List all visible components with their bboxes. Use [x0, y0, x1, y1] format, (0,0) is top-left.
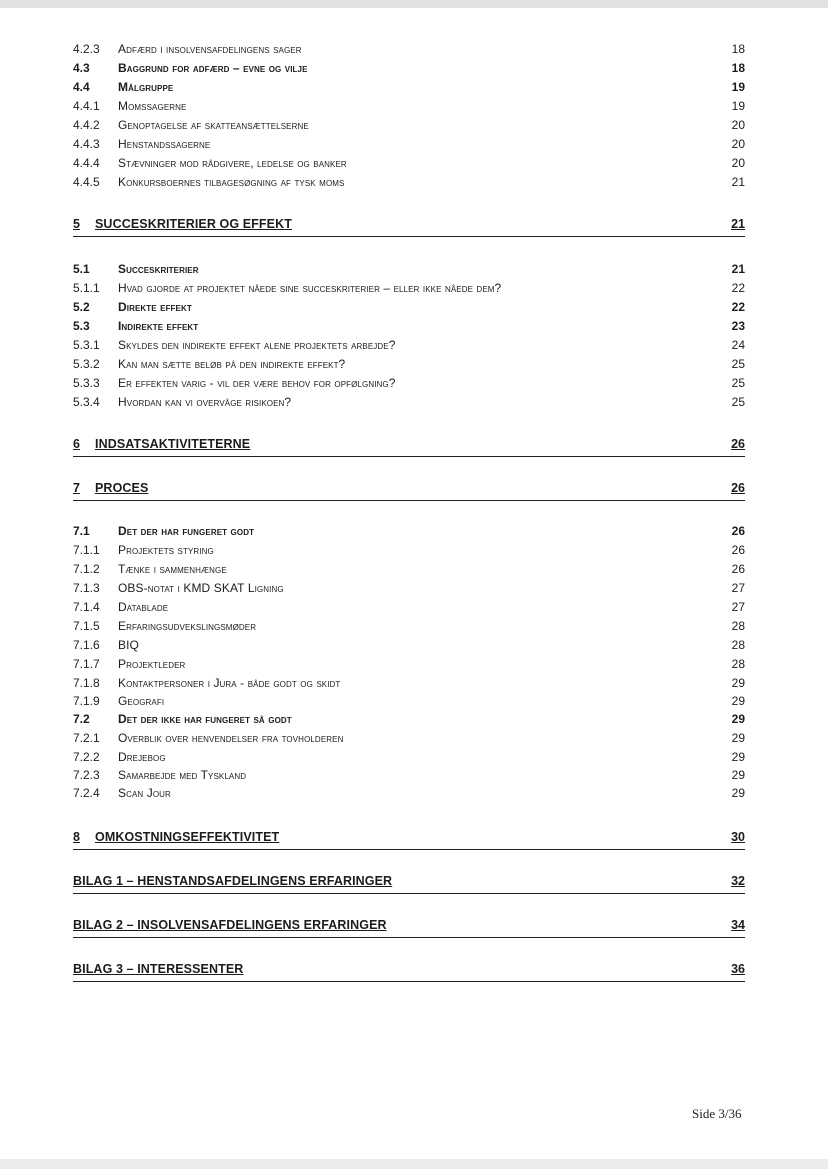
toc-number: 7.1 [73, 524, 90, 538]
toc-number: 7.1.1 [73, 543, 100, 557]
toc-entry-4-3[interactable] [73, 59, 745, 78]
toc-title: Er effekten varig - vil der være behov for opfølgning? [118, 376, 396, 390]
toc-entry-7-2-3[interactable] [73, 766, 745, 785]
toc-number: 7.1.7 [73, 657, 100, 671]
toc-page: 26 [731, 562, 745, 576]
toc-entry-4-4-3[interactable] [73, 135, 745, 154]
toc-entry-7-2-4[interactable] [73, 784, 745, 803]
toc-page: 29 [731, 768, 745, 782]
toc-page: 29 [731, 712, 745, 726]
toc-title: Direkte effekt [118, 300, 192, 314]
toc-page: 29 [731, 676, 745, 690]
toc-title: INDSATSAKTIVITETERNE [95, 437, 251, 451]
toc-entry-4-4-2[interactable] [73, 116, 745, 135]
toc-entry-5-3-2[interactable] [73, 355, 745, 374]
toc-page: 24 [731, 338, 745, 352]
toc-number: 4.4.3 [73, 137, 100, 151]
toc-title: SUCCESKRITERIER OG EFFEKT [95, 217, 292, 231]
toc-title: Projektets styring [118, 543, 214, 557]
toc-number: 6 [73, 437, 80, 451]
toc-title: Overblik over henvendelser fra tovholderen [118, 731, 344, 745]
toc-entry-7-1-9[interactable] [73, 692, 745, 711]
toc-number: 7 [73, 481, 80, 495]
toc-page: 26 [731, 437, 745, 451]
toc-page: 20 [731, 156, 745, 170]
toc-title: Stævninger mod rådgivere, ledelse og banker [118, 156, 347, 170]
page-number: Side 3/36 [692, 1106, 742, 1121]
toc-title: PROCES [95, 481, 149, 495]
toc-title: Baggrund for adfærd – evne og vilje [118, 61, 308, 75]
toc-page: 23 [731, 319, 745, 333]
toc-bilag-3[interactable] [73, 959, 745, 982]
toc-title: Konkursboernes tilbagesøgning af tysk moms [118, 175, 345, 189]
toc-entry-5-3-4[interactable] [73, 393, 745, 412]
toc-title: Det der har fungeret godt [118, 524, 255, 538]
toc-page: 29 [731, 731, 745, 745]
toc-title: Drejebog [118, 750, 166, 764]
toc-number: 4.3 [73, 61, 90, 75]
toc-page: 27 [731, 581, 745, 595]
toc-title: Adfærd i insolvensafdelingens sager [118, 42, 302, 56]
toc-title: Indirekte effekt [118, 319, 199, 333]
toc-page: 25 [731, 357, 745, 371]
toc-number: 7.1.3 [73, 581, 100, 595]
toc-entry-7-2-2[interactable] [73, 748, 745, 767]
toc-title: Henstandssagerne [118, 137, 211, 151]
toc-number: 7.2.2 [73, 750, 100, 764]
toc-number: 4.4 [73, 80, 90, 94]
toc-title: Hvad gjorde at projektet nåede sine succeskriterier – eller ikke nåede dem? [118, 281, 502, 295]
toc-number: 7.1.9 [73, 694, 100, 708]
toc-entry-4-4-4[interactable] [73, 154, 745, 173]
toc-number: 7.2.3 [73, 768, 100, 782]
toc-number: 5.1 [73, 262, 90, 276]
toc-page: 19 [731, 80, 745, 94]
toc-number: 5.3 [73, 319, 90, 333]
toc-page: 36 [731, 962, 745, 976]
toc-number: 8 [73, 830, 80, 844]
toc-page: 26 [731, 481, 745, 495]
toc-page: 20 [731, 118, 745, 132]
toc-entry-4-4-1[interactable] [73, 97, 745, 116]
toc-page: 22 [731, 281, 745, 295]
toc-number: 5 [73, 217, 80, 231]
toc-number: 7.1.8 [73, 676, 100, 690]
toc-title: BILAG 3 – INTERESSENTER [73, 962, 244, 976]
toc-number: 7.2.4 [73, 786, 100, 800]
toc-title: OMKOSTNINGSEFFEKTIVITET [95, 830, 280, 844]
toc-entry-7-1[interactable] [73, 522, 745, 541]
toc-title: Geografi [118, 694, 165, 708]
toc-entry-4-2-3[interactable] [73, 40, 745, 59]
toc-entry-7-2-1[interactable] [73, 729, 745, 748]
toc-title: Samarbejde med Tyskland [118, 768, 247, 782]
toc-title: BILAG 2 – INSOLVENSAFDELINGENS ERFARINGER [73, 918, 387, 932]
toc-title: Kontaktpersoner i Jura - både godt og skidt [118, 676, 341, 690]
toc-page: 34 [731, 918, 745, 932]
toc-page: 21 [731, 217, 745, 231]
toc-entry-7-1-8[interactable] [73, 674, 745, 693]
toc-entry-7-1-3[interactable] [73, 579, 745, 598]
toc-number: 7.2 [73, 712, 90, 726]
toc-title: Tænke i sammenhænge [118, 562, 227, 576]
toc-title: Hvordan kan vi overvåge risikoen? [118, 395, 292, 409]
toc-title: Skyldes den indirekte effekt alene projektets arbejde? [118, 338, 396, 352]
toc-bilag-1[interactable] [73, 871, 745, 894]
toc-number: 4.4.5 [73, 175, 100, 189]
toc-number: 5.3.3 [73, 376, 100, 390]
toc-page: 26 [731, 543, 745, 557]
toc-chapter-7[interactable] [73, 478, 745, 501]
toc-page: 18 [731, 61, 745, 75]
toc-entry-7-1-5[interactable] [73, 617, 745, 636]
toc-number: 7.2.1 [73, 731, 100, 745]
toc-title: Momssagerne [118, 99, 187, 113]
toc-entry-7-1-4[interactable] [73, 598, 745, 617]
toc-chapter-5[interactable] [73, 214, 745, 237]
toc-number: 4.4.4 [73, 156, 100, 170]
toc-title: BILAG 1 – HENSTANDSAFDELINGENS ERFARINGER [73, 874, 393, 888]
toc-page: 30 [731, 830, 745, 844]
toc-entry-7-1-1[interactable] [73, 541, 745, 560]
toc-number: 4.4.2 [73, 118, 100, 132]
toc-page: 25 [731, 395, 745, 409]
toc-page: 25 [731, 376, 745, 390]
toc-page: 21 [731, 175, 745, 189]
toc-entry-5-3[interactable] [73, 317, 745, 336]
toc-entry-4-4-5[interactable] [73, 173, 745, 192]
toc-number: 5.3.4 [73, 395, 100, 409]
toc-number: 7.1.5 [73, 619, 100, 633]
toc-number: 7.1.2 [73, 562, 100, 576]
toc-bilag-2[interactable] [73, 915, 745, 938]
toc-title: Scan Jour [118, 786, 171, 800]
toc-entry-7-1-6[interactable] [73, 636, 745, 655]
toc-entry-5-3-1[interactable] [73, 336, 745, 355]
toc-number: 4.4.1 [73, 99, 100, 113]
toc-entry-4-4[interactable] [73, 78, 745, 97]
toc-number: 5.2 [73, 300, 90, 314]
toc-title: Genoptagelse af skatteansættelserne [118, 118, 309, 132]
toc-entry-7-1-2[interactable] [73, 560, 745, 579]
toc-number: 7.1.6 [73, 638, 100, 652]
toc-page: 29 [731, 750, 745, 764]
toc-number: 5.1.1 [73, 281, 100, 295]
toc-title: Projektleder [118, 657, 186, 671]
toc-title: Succeskriterier [118, 262, 199, 276]
toc-page: 19 [731, 99, 745, 113]
toc-page: 20 [731, 137, 745, 151]
toc-entry-5-1[interactable] [73, 260, 745, 279]
toc-page: 28 [731, 657, 745, 671]
toc-title: OBS-notat i KMD SKAT Ligning [118, 581, 284, 595]
toc-page: 22 [731, 300, 745, 314]
toc-title: Det der ikke har fungeret så godt [118, 712, 292, 726]
toc-title: Kan man sætte beløb på den indirekte effekt? [118, 357, 346, 371]
toc-page: 29 [731, 694, 745, 708]
toc-entry-5-2[interactable] [73, 298, 745, 317]
toc-page: 28 [731, 638, 745, 652]
toc-page: 27 [731, 600, 745, 614]
toc-entry-5-3-3[interactable] [73, 374, 745, 393]
toc-page: 26 [731, 524, 745, 538]
toc-number: 7.1.4 [73, 600, 100, 614]
toc-page: 32 [731, 874, 745, 888]
toc-title: Datablade [118, 600, 169, 614]
toc-title: BIQ [118, 638, 139, 652]
toc-title: Målgruppe [118, 80, 174, 94]
toc-number: 5.3.1 [73, 338, 100, 352]
toc-page: 29 [731, 786, 745, 800]
toc-page: 18 [731, 42, 745, 56]
toc-entry-7-2[interactable] [73, 710, 745, 729]
toc-chapter-6[interactable] [73, 434, 745, 457]
toc-chapter-8[interactable] [73, 827, 745, 850]
toc-title: Erfaringsudvekslingsmøder [118, 619, 257, 633]
scan-bottom-edge [0, 1159, 828, 1169]
toc-number: 5.3.2 [73, 357, 100, 371]
toc-page: 28 [731, 619, 745, 633]
toc-entry-7-1-7[interactable] [73, 655, 745, 674]
toc-page: 21 [731, 262, 745, 276]
toc-entry-5-1-1[interactable] [73, 279, 745, 298]
toc-number: 4.2.3 [73, 42, 100, 56]
